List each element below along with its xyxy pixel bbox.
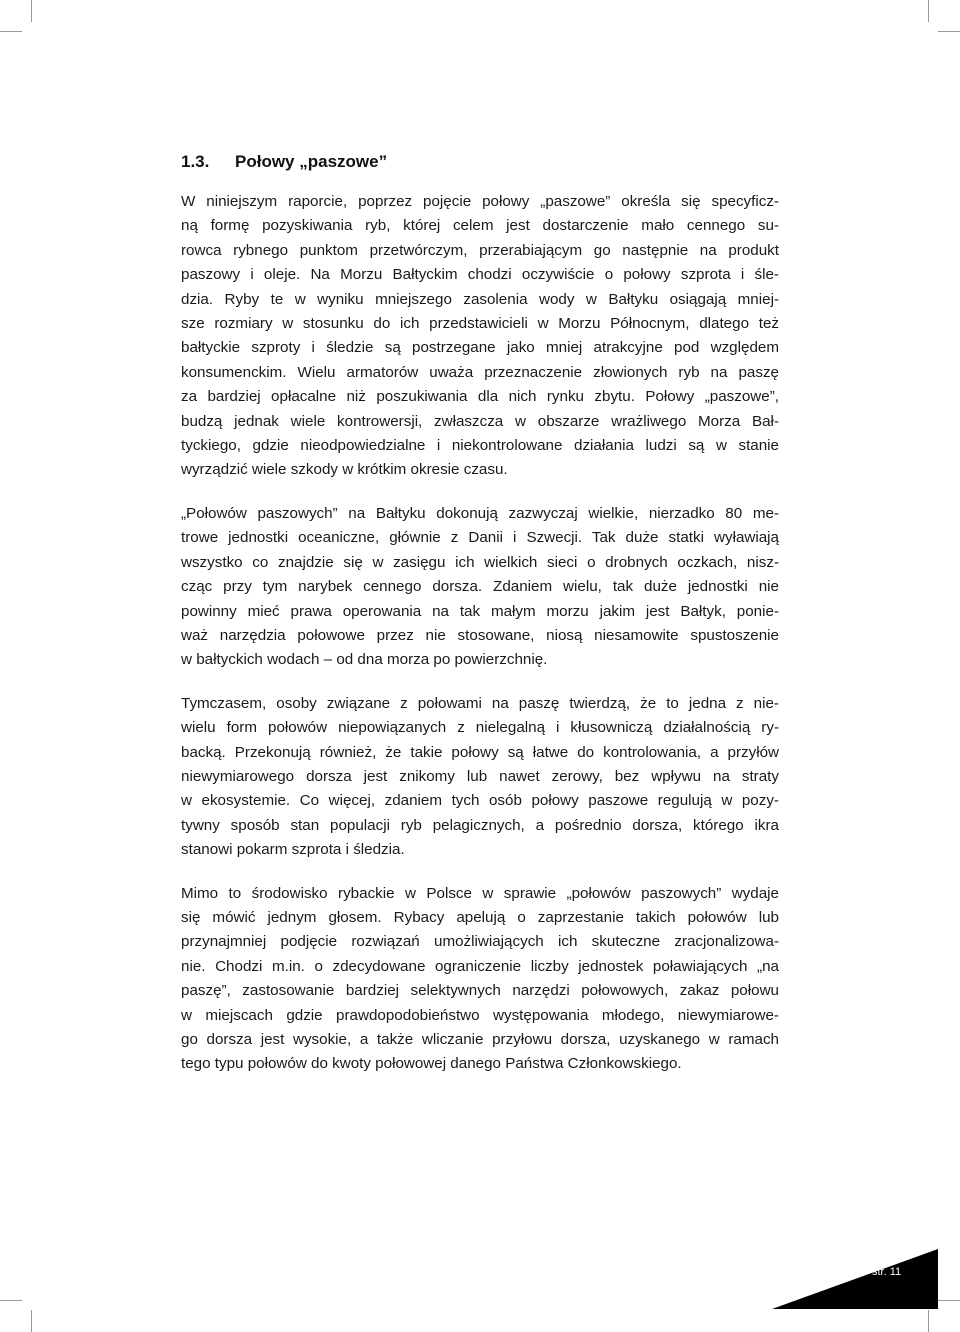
text-line: niewymiarowego dorsza jest znikomy lub nawet zerowy, bez wpływu na straty xyxy=(181,767,779,785)
corner-triangle xyxy=(772,1249,938,1309)
text-line: się mówić jednym głosem. Rybacy apelują o zaprzestanie takich połowów lub xyxy=(181,908,779,926)
text-line: W niniejszym raporcie, poprzez pojęcie połowy „paszowe” określa się specyficz- xyxy=(181,193,779,210)
text-line: w bałtyckich wodach – od dna morza po powierzchnię. xyxy=(181,651,548,669)
text-line: budzą jednak wiele kontrowersji, zwłaszcza w obszarze wrażliwego Morza Bał- xyxy=(181,412,779,430)
text-line: go dorsza jest wysokie, a także wliczanie przyłowu dorsza, uzyskanego w ramach xyxy=(181,1031,779,1048)
text-line: nie. Chodzi m.in. o zdecydowane ograniczenie liczby jednostek poławiających „na xyxy=(181,957,779,975)
text-line: rowca rybnego punktom przetwórczym, przerabiającym go następnie na produkt xyxy=(181,241,779,259)
text-line: wielu form połowów niepowiązanych z nielegalną i kłusowniczą działalnością ry- xyxy=(181,719,779,737)
text-line: powinny mieć prawa operowania na tak małym morzu jakim jest Bałtyk, ponie- xyxy=(181,602,779,620)
text-line: paszę”, zastosowanie bardziej selektywnych narzędzi połowowych, zakaz połowu xyxy=(181,982,779,1000)
text-line: tywny sposób stan populacji ryb pelagicznych, a pośrednio dorsza, którego ikra xyxy=(181,816,779,834)
section-title: Połowy „paszowe” xyxy=(235,152,388,171)
text-line: stanowi pokarm szprota i śledzia. xyxy=(181,841,405,859)
text-line: ną formę pozyskiwania ryb, której celem jest dostarczenie mało cennego su- xyxy=(181,217,779,235)
text-line: w ekosystemie. Co więcej, zdaniem tych osób połowy paszowe regulują w pozy- xyxy=(181,792,779,810)
text-line: trowe jednostki oceaniczne, głównie z Danii i Szwecji. Tak duże statki wyławiają xyxy=(181,529,779,547)
text-line: w miejscach gdzie prawdopodobieństwo występowania młodego, niewymiarowe- xyxy=(181,1006,779,1024)
text-line: konsumenckim. Wielu armatorów uważa przeznaczenie złowionych ryb na paszę xyxy=(181,363,779,381)
text-line: Tymczasem, osoby związane z połowami na paszę twierdzą, że to jedna z nie- xyxy=(181,694,779,712)
text-line: waż narzędzia połowowe przez nie stosowane, niosą niesamowite spustoszenie xyxy=(181,626,779,644)
text-line: cząc przy tym narybek cennego dorsza. Zdaniem wielu, tak duże jednostki nie xyxy=(181,578,779,596)
text-line: „Połowów paszowych” na Bałtyku dokonują zazwyczaj wielkie, nierzadko 80 me- xyxy=(181,504,779,522)
text-line: przynajmniej podjęcie rozwiązań umożliwiających ich skuteczne zracjonalizowa- xyxy=(181,933,779,951)
section-number: 1.3. xyxy=(181,152,210,171)
text-line: sze rozmiary w stosunku do ich przedstawicieli w Morzu Północnym, dlatego też xyxy=(181,315,779,333)
text-line: wyrządzić wiele szkody w krótkim okresie czasu. xyxy=(181,461,508,479)
text-line: wszystko co znajdzie się w zasięgu ich wielkich sieci o drobnych oczkach, nisz- xyxy=(181,553,779,571)
text-line: za bardziej opłacalne niż poszukiwania dla nich rynku zbytu. Połowy „paszowe”, xyxy=(181,388,779,406)
text-line: Mimo to środowisko rybackie w Polsce w sprawie „połowów paszowych” wydaje xyxy=(181,884,779,902)
text-line: tyckiego, gdzie nieodpowiedzialne i niekontrolowane działania ludzi są w stanie xyxy=(181,437,779,455)
page-number: str. 11 xyxy=(872,1266,902,1278)
text-line: paszowy i oleje. Na Morzu Bałtyckim chodzi oczywiście o połowy szprota i śle- xyxy=(181,266,779,284)
text-line: bałtyckie szproty i śledzie są postrzegane jako mniej atrakcyjne pod względem xyxy=(181,339,779,357)
text-line: dzia. Ryby te w wyniku mniejszego zasolenia wody w Bałtyku osiągają mniej- xyxy=(181,290,779,308)
text-line: tego typu połowów do kwoty połowowej danego Państwa Członkowskiego. xyxy=(181,1055,682,1073)
text-line: backą. Przekonują również, że takie połowy są łatwe do kontrolowania, a przyłów xyxy=(181,743,779,761)
